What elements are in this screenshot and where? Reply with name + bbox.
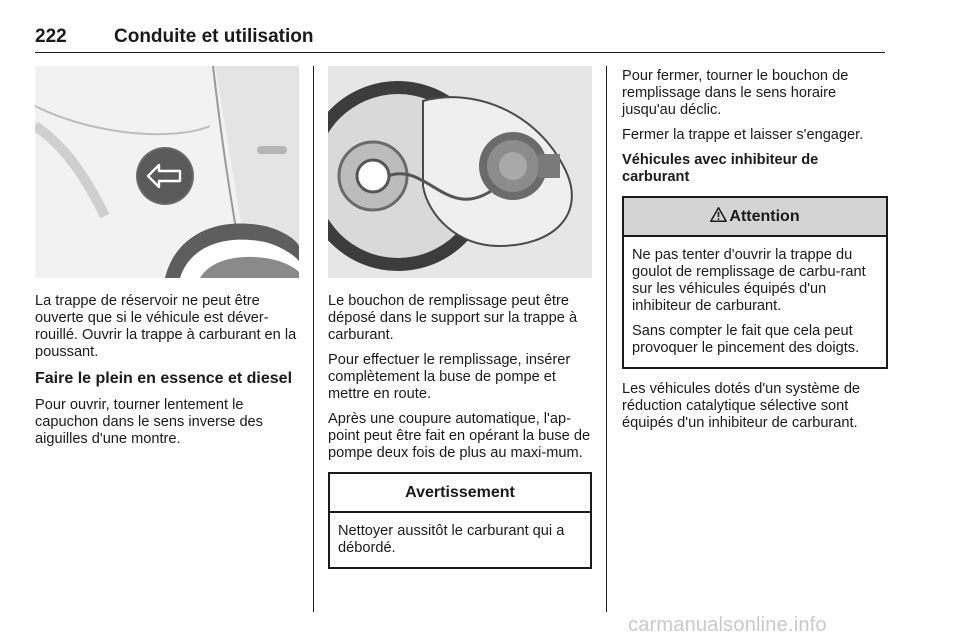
warning-notice-body (330, 513, 590, 567)
subheading-fuel-inhibitor: Véhicules avec inhibiteur de carburant (622, 152, 819, 185)
scr-inhibitor-paragraph: Les véhicules dotés d'un système de réduction catalytique sélective sont équipés d'un inhibiteur de carburant. (622, 381, 861, 431)
attention-title-bar (624, 198, 886, 237)
attention-text-2: Sans compter le fait que cela peut provoquer le pincement des doigts. (632, 323, 860, 356)
attention-text-1: Ne pas tenter d'ouvrir la trappe du goulot de remplissage de carbu-rant sur les véhicules équipés d'un inhibiteur de carburant. (632, 247, 866, 314)
close-cap-paragraph: Pour fermer, tourner le bouchon de remplissage dans le sens horaire jusqu'au déclic. (622, 68, 849, 118)
warning-notice-title: Avertissement (330, 474, 590, 513)
column-2 (328, 66, 592, 569)
column-1 (35, 66, 299, 456)
column-divider-2 (606, 66, 607, 612)
cap-holder-paragraph: Le bouchon de remplissage peut être déposé dans le support sur la trappe à carburant. (328, 293, 578, 343)
attention-title: Attention (729, 208, 800, 225)
section-heading-refuel: Faire le plein en essence et diesel (35, 370, 293, 387)
refuel-paragraph: Pour effectuer le remplissage, insérer complètement la buse de pompe et mettre en route. (328, 352, 571, 402)
fuel-door-paragraph: La trappe de réservoir ne peut être ouverte que si le véhicule est déver-rouillé. Ouvrir la trappe à carburant en la poussant. (35, 293, 297, 360)
column-divider-1 (313, 66, 314, 612)
watermark: carmanualsonline.info (628, 614, 827, 636)
warning-notice-text: Nettoyer aussitôt le carburant qui a débordé. (338, 523, 565, 556)
fuel-door-closed-illustration (35, 66, 299, 278)
column-3 (622, 68, 888, 440)
warning-notice-box (328, 472, 592, 569)
open-cap-paragraph: Pour ouvrir, tourner lentement le capuchon dans le sens inverse des aiguilles d'une montre. (35, 397, 263, 447)
page-header (35, 26, 885, 53)
attention-body (624, 237, 886, 367)
chapter-title: Conduite et utilisation (114, 26, 314, 47)
close-door-paragraph: Fermer la trappe et laisser s'engager. (622, 127, 864, 143)
topup-paragraph: Après une coupure automatique, l'ap-point peut être fait en opérant la buse de pompe deux fois de plus au maxi-mum. (328, 411, 591, 461)
warning-triangle-icon (710, 207, 727, 222)
page-number: 222 (35, 26, 67, 47)
attention-box (622, 196, 888, 369)
fuel-cap-holder-illustration (328, 66, 592, 278)
